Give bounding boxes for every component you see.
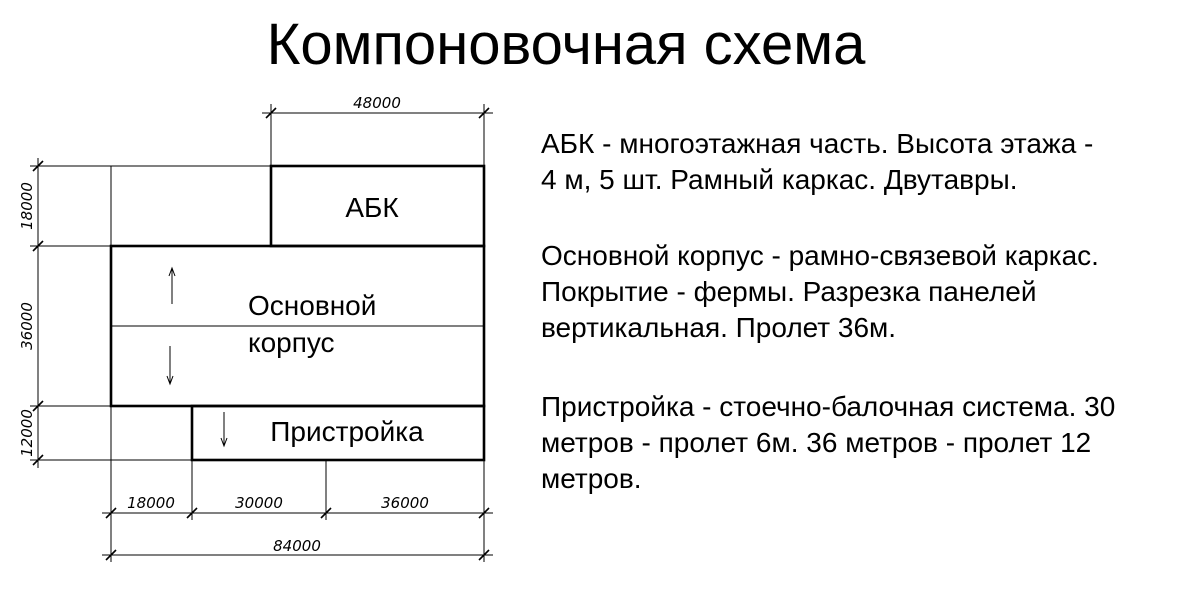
abk-description xyxy=(541,126,1093,198)
dim-left-bottom: 12000 xyxy=(18,409,36,457)
main-building-description xyxy=(541,238,1099,346)
description-line: вертикальная. Пролет 36м. xyxy=(541,312,897,343)
dim-left-top: 18000 xyxy=(18,182,36,230)
dim-top: 48000 xyxy=(353,94,401,112)
dim-left-mid: 36000 xyxy=(18,302,36,350)
main-building-label-line2: корпус xyxy=(248,327,335,358)
description-line: АБК - многоэтажная часть. Высота этажа - xyxy=(541,128,1094,159)
abk-label: АБК xyxy=(345,192,399,223)
description-line: 4 м, 5 шт. Рамный каркас. Двутавры. xyxy=(541,164,1018,195)
description-line: Пристройка - стоечно-балочная система. 30 xyxy=(541,391,1116,422)
description-line: метров. xyxy=(541,463,642,494)
description-line: Покрытие - фермы. Разрезка панелей xyxy=(541,276,1037,307)
description-line: метров - пролет 6м. 36 метров - пролет 12 xyxy=(541,427,1092,458)
dim-bottom-3: 36000 xyxy=(381,494,429,512)
annex-description xyxy=(541,389,1115,497)
dim-bottom-total: 84000 xyxy=(273,537,321,555)
dim-bottom-1: 18000 xyxy=(127,494,175,512)
dim-bottom-2: 30000 xyxy=(235,494,283,512)
annex-label: Пристройка xyxy=(270,416,424,447)
description-line: Основной корпус - рамно-связевой каркас. xyxy=(541,240,1099,271)
main-building-label-line1: Основной xyxy=(248,290,377,321)
page-title: Компоновочная схема xyxy=(266,12,866,77)
